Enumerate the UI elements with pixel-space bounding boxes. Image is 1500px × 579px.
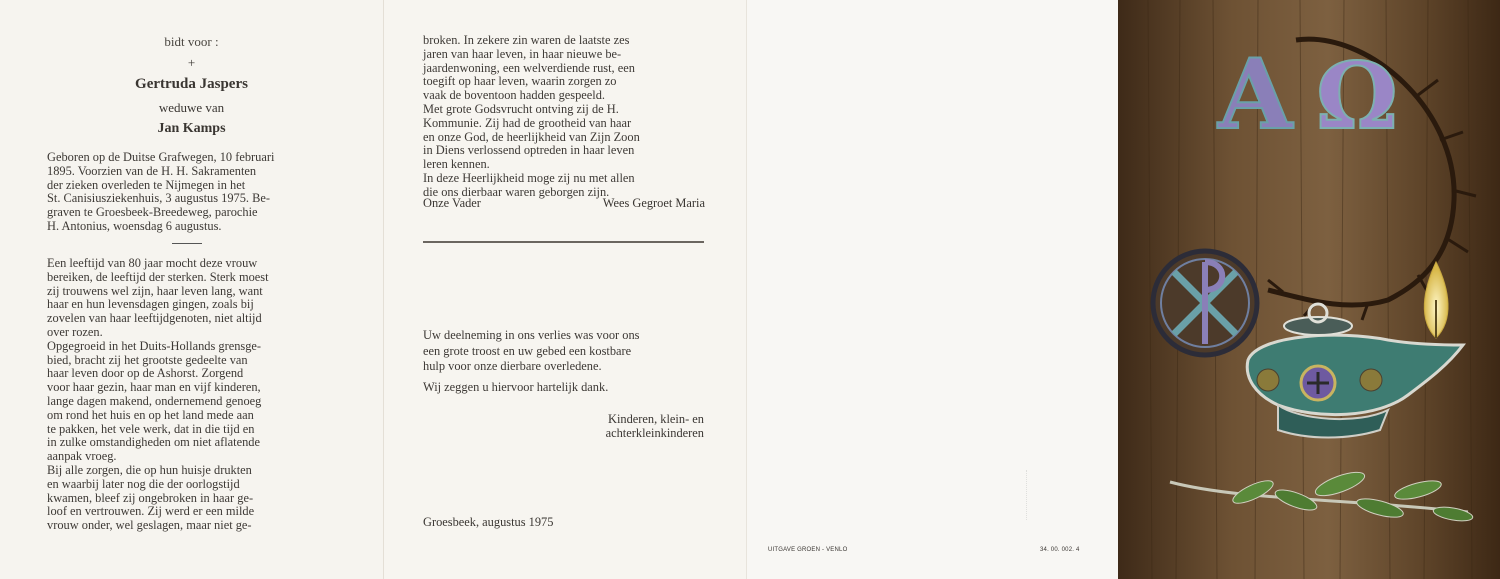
artwork-panel — [1118, 0, 1500, 579]
text-line: Geboren op de Duitse Grafwegen, 10 februari — [47, 150, 275, 164]
text-line: graven te Groesbeek-Breedeweg, parochie — [47, 205, 258, 220]
text-line: een grote troost en uw gebed een kostbare — [423, 343, 632, 358]
text-line: kwamen, bleef zij ongebroken in haar ge- — [47, 490, 254, 505]
text-line: Met grote Godsvrucht ontving zij de H. — [423, 101, 619, 116]
product-code: 34. 00. 002. 4 — [1040, 547, 1080, 553]
cross-symbol: + — [187, 55, 196, 70]
bidt-voor-text: bidt voor : — [164, 34, 219, 49]
weduwe-van-text: weduwe van — [158, 100, 225, 115]
text-line: Uw deelneming in ons verlies was voor ons — [423, 328, 640, 342]
text-line: haar leven door op de Ashorst. Zorgend — [47, 366, 244, 381]
prayers-line — [423, 196, 705, 211]
text-line: leren kennen. — [423, 157, 490, 172]
place-date: Groesbeek, augustus 1975 — [423, 515, 554, 529]
text-line: lange dagen makend, ondernemend genoeg — [47, 393, 262, 408]
text-line: die ons dierbaar waren geborgen zijn. — [423, 184, 610, 199]
text-line: der zieken overleden te Nijmegen in het — [47, 177, 246, 192]
publisher-text: UITGAVE GROEN - VENLO — [768, 547, 848, 553]
text-line: te pakken, het vele werk, dat in die tijd en — [47, 421, 255, 436]
text-line: Opgegroeid in het Duits-Hollands grensge- — [47, 338, 262, 353]
text-line: Bij alle zorgen, die op hun huisje drukten — [47, 462, 252, 477]
text-line: zovelen van haar leeftijdgenoten, niet altijd — [47, 311, 262, 326]
text-line: hulp voor onze dierbare overledene. — [423, 359, 602, 373]
text-line: St. Canisiusziekenhuis, 3 augustus 1975. Be- — [47, 191, 271, 206]
text-line: bereiken, de leeftijd der sterken. Sterk moest — [47, 269, 269, 284]
text-line: en onze God, de heerlijkheid van Zijn Zoon — [423, 129, 640, 144]
text-line: Kinderen, klein- en — [608, 412, 704, 426]
text-line: 1895. Voorzien van de H. H. Sakramenten — [47, 163, 257, 178]
text-line: om rond het huis en op het land mede aan — [47, 407, 254, 422]
biography-text — [47, 257, 329, 533]
alpha-glyph: A — [1218, 38, 1293, 151]
text-line: en waarbij later nog die der oorlogstijd — [47, 476, 240, 491]
text-line: H. Antonius, woensdag 6 augustus. — [47, 218, 222, 233]
chi-rho-medallion — [1153, 251, 1257, 355]
omega-glyph: Ω — [1316, 42, 1398, 150]
card-panel-blank — [746, 0, 1118, 579]
paper-mark — [1026, 470, 1043, 520]
text-line: jaardenwoning, een welverdiende rust, een — [423, 60, 635, 75]
text-line: zij trouwens wel zijn, haar leven lang, want — [47, 283, 263, 298]
text-line: jaren van haar leven, in haar nieuwe be- — [423, 46, 622, 61]
text-line: broken. In zekere zin waren de laatste zes — [423, 33, 630, 47]
text-line: vaak de boventoon hadden gespeeld. — [423, 88, 606, 103]
text-line: aanpak vroeg. — [47, 449, 117, 464]
text-line: Wij zeggen u hiervoor hartelijk dank. — [423, 379, 609, 394]
husband-name: Jan Kamps — [157, 121, 226, 136]
separator-dash — [172, 243, 202, 244]
biography-continued — [423, 34, 705, 200]
card-panel-left — [0, 0, 383, 579]
text-line: loof en vertrouwen. Zij werd er een milde — [47, 504, 255, 519]
text-line: achterkleinkinderen — [605, 426, 704, 440]
deceased-name: Gertruda Jaspers — [135, 76, 248, 92]
horizontal-rule — [423, 241, 704, 243]
biography-intro — [47, 151, 329, 234]
text-line: in zulke omstandigheden om niet aflatende — [47, 435, 260, 450]
text-line: Een leeftijd van 80 jaar mocht deze vrouw — [47, 256, 258, 270]
text-line: bied, bracht zij het grootste gedeelte van — [47, 352, 248, 367]
text-line: over rozen. — [47, 324, 103, 339]
text-line: voor haar gezin, haar man en vijf kinderen, — [47, 380, 261, 395]
text-line: vrouw onder, wel geslagen, maar niet ge- — [47, 518, 252, 533]
thanks-text — [423, 328, 705, 395]
prayer-wees-gegroet: Wees Gegroet Maria — [602, 196, 705, 210]
text-line: haar en hun levensdagen gingen, zoals bij — [47, 297, 254, 312]
text-line: In deze Heerlijkheid moge zij nu met allen — [423, 170, 635, 185]
text-line: toegift op haar leven, waarin zorgen zo — [423, 74, 617, 89]
prayer-onze-vader: Onze Vader — [423, 196, 481, 210]
artwork-illustration — [1118, 0, 1500, 579]
family-signoff — [423, 412, 704, 440]
text-line: in Diens verlossend optreden in haar leven — [423, 143, 635, 158]
text-line: Kommunie. Zij had de grootheid van haar — [423, 115, 632, 130]
